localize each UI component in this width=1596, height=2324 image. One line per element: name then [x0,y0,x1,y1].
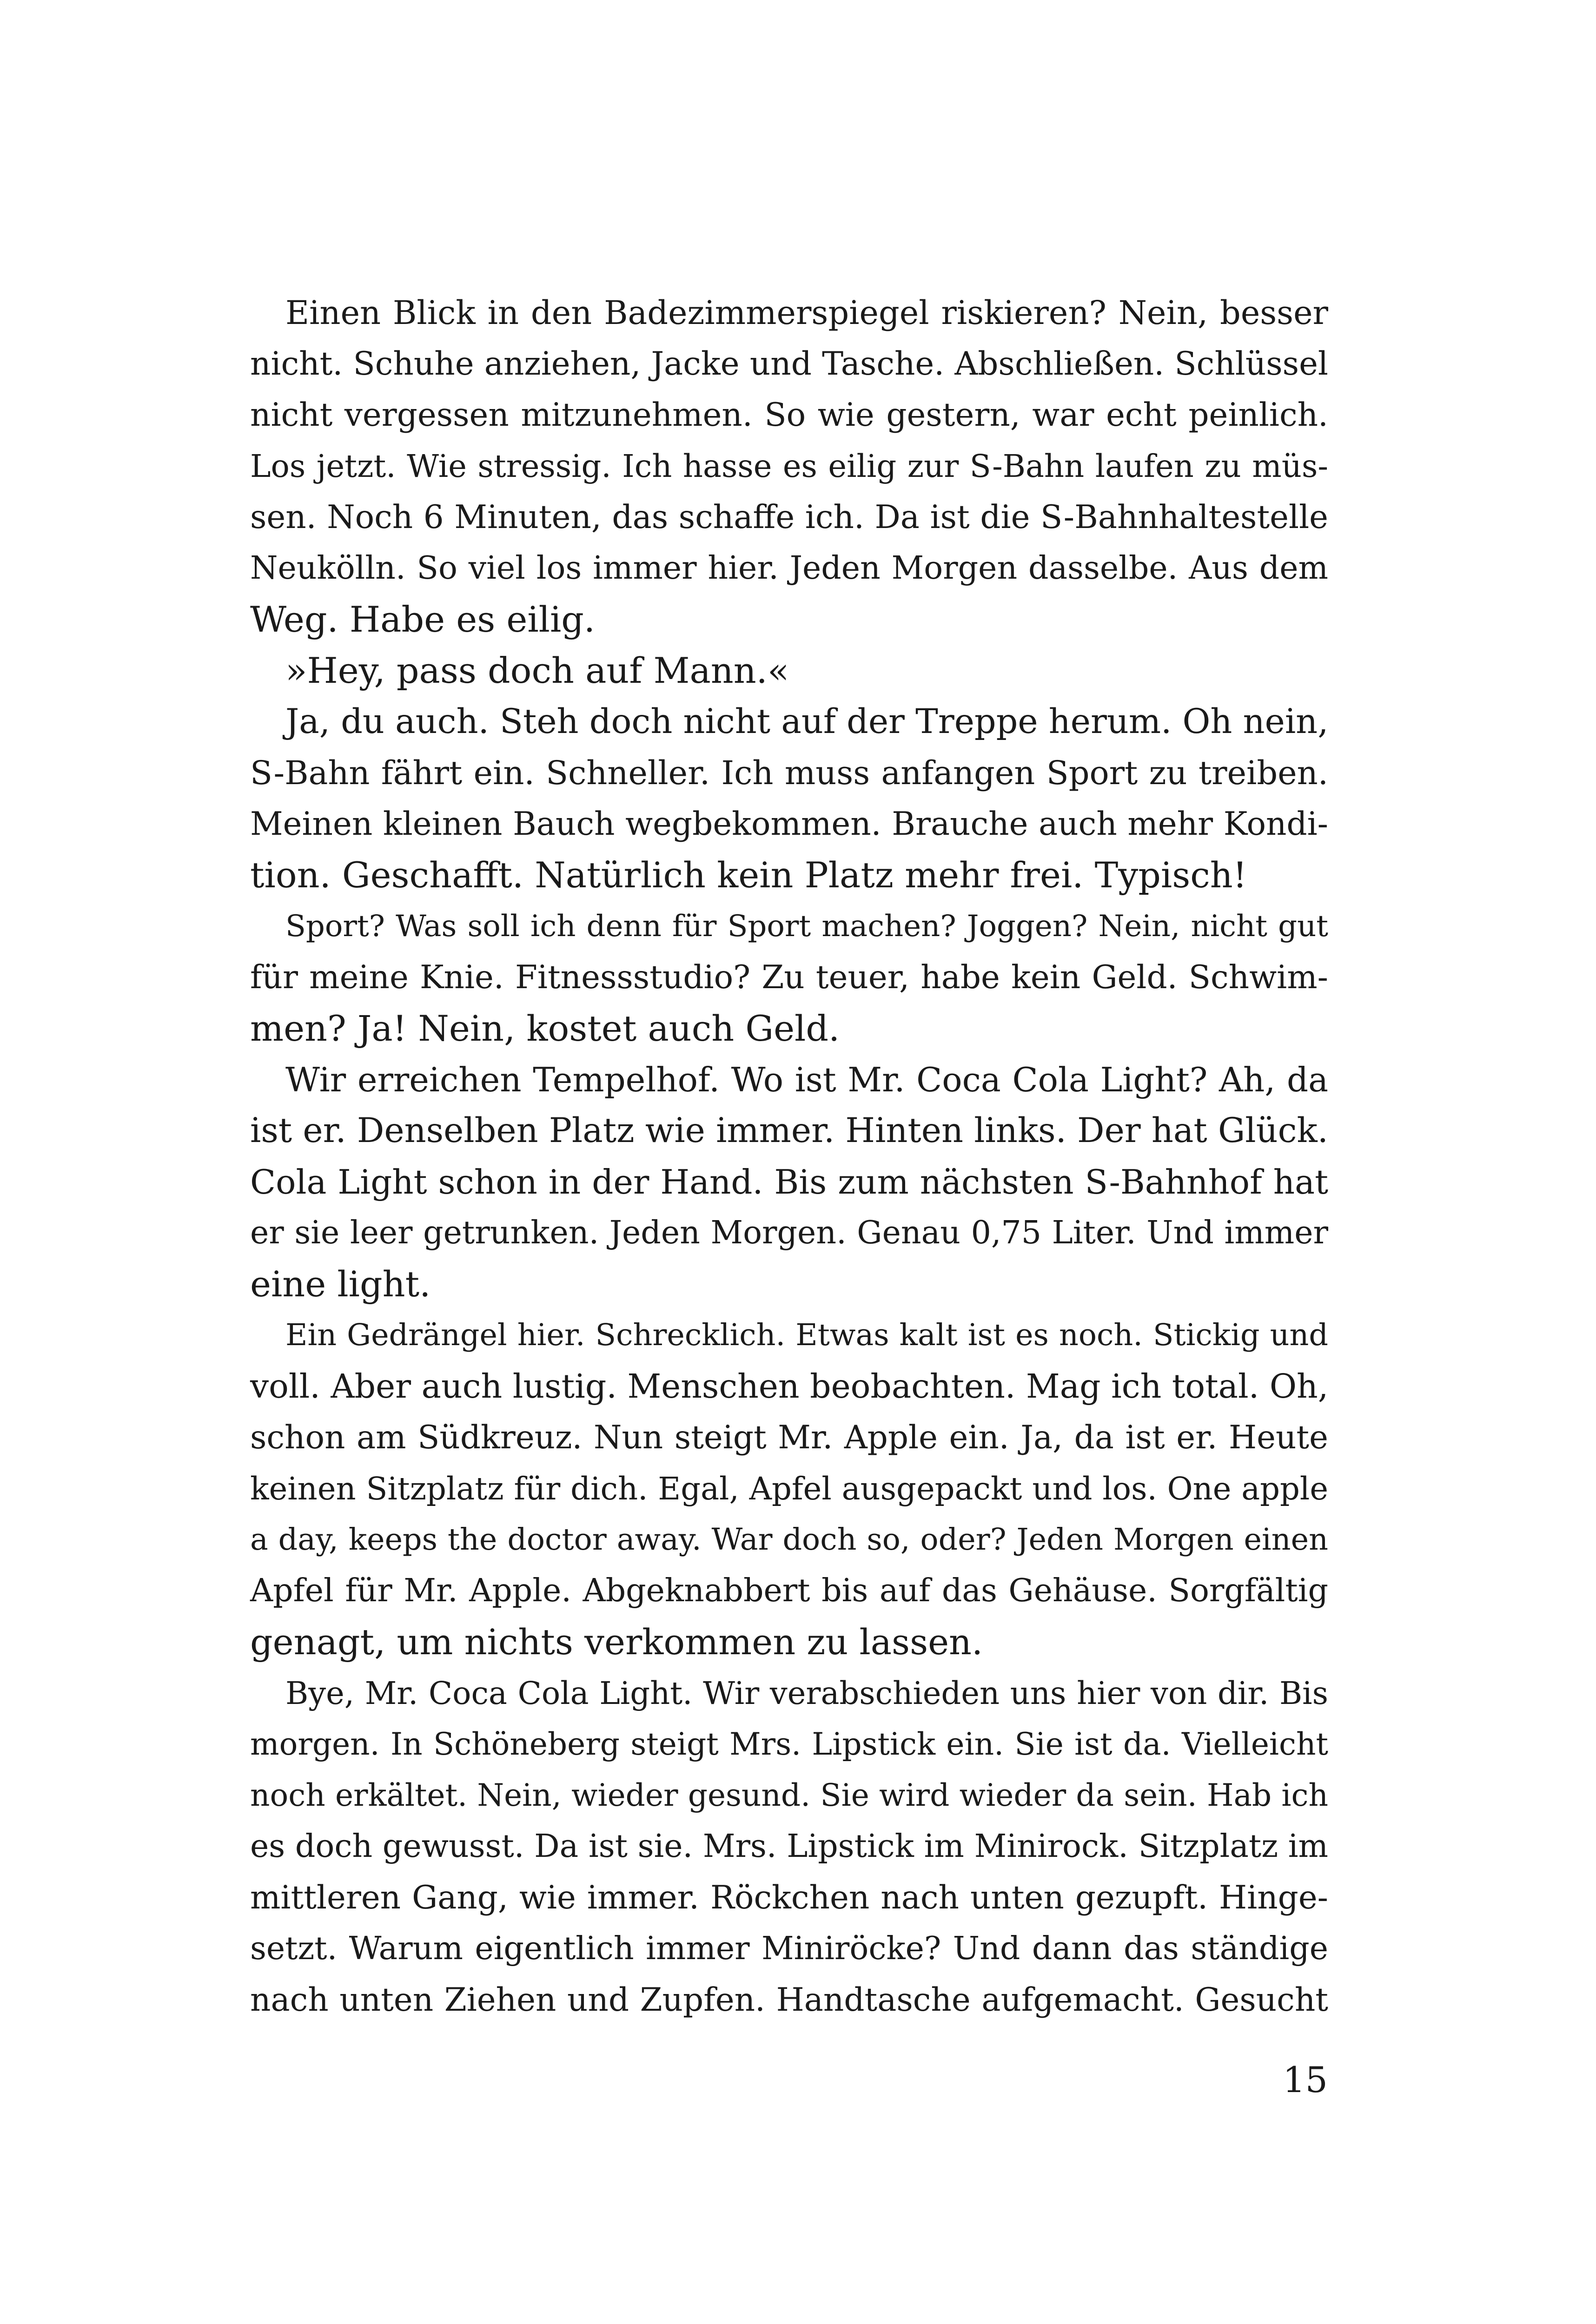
text-line: Wir erreichen Tempelhof. Wo ist Mr. Coca Cola Light? Ah, da [285,1060,1328,1099]
text-line: eine light. [250,1263,431,1305]
text-line: Einen Blick in den Badezimmerspiegel riskieren? Nein, besser [285,294,1328,332]
text-line: genagt, um nichts verkommen zu lassen. [250,1621,983,1663]
text-line: Ja, du auch. Steh doch nicht auf der Treppe herum. Oh nein, [285,702,1329,741]
text-line: noch erkältet. Nein, wieder gesund. Sie wird wieder da sein. Hab ich [250,1777,1328,1813]
text-line: Los jetzt. Wie stressig. Ich hasse es eilig zur S-Bahn laufen zu müs- [250,448,1328,484]
text-line: Neukölln. So viel los immer hier. Jeden Morgen dasselbe. Aus dem [250,550,1328,587]
text-line: a day, keeps the doctor away. War doch so, oder? Jeden Morgen einen [250,1522,1328,1557]
text-line: morgen. In Schöneberg steigt Mrs. Lipstick ein. Sie ist da. Vielleicht [250,1726,1328,1762]
text-line: setzt. Warum eigentlich immer Miniröcke? Und dann das ständige [250,1930,1328,1967]
text-line: nach unten Ziehen und Zupfen. Handtasche aufgemacht. Gesucht [250,1981,1328,2019]
text-line: er sie leer getrunken. Jeden Morgen. Genau 0,75 Liter. Und immer [250,1215,1328,1251]
text-line: »Hey, pass doch auf Mann.« [285,650,789,691]
text-line: voll. Aber auch lustig. Menschen beobachten. Mag ich total. Oh, [250,1367,1329,1406]
text-line: sen. Noch 6 Minuten, das schaffe ich. Da ist die S-Bahnhaltestelle [250,499,1328,536]
text-line: nicht. Schuhe anziehen, Jacke und Tasche. Abschließen. Schlüssel [250,345,1328,383]
text-line: Apfel für Mr. Apple. Abgeknabbert bis auf das Gehäuse. Sorgfältig [250,1572,1328,1609]
text-line: Meinen kleinen Bauch wegbekommen. Brauche auch mehr Kondi- [250,805,1328,843]
text-line: ist er. Denselben Platz wie immer. Hinten links. Der hat Glück. [250,1111,1328,1150]
text-line: S-Bahn fährt ein. Schneller. Ich muss anfangen Sport zu treiben. [250,754,1328,792]
text-line: Sport? Was soll ich denn für Sport machen? Joggen? Nein, nicht gut [285,909,1328,944]
text-line: men? Ja! Nein, kostet auch Geld. [250,1008,840,1049]
text-line: tion. Geschafft. Natürlich kein Platz mehr frei. Typisch! [250,854,1247,896]
text-line: schon am Südkreuz. Nun steigt Mr. Apple ein. Ja, da ist er. Heute [250,1419,1328,1456]
text-line: Cola Light schon in der Hand. Bis zum nächsten S-Bahnhof hat [250,1162,1328,1202]
text-line: nicht vergessen mitzunehmen. So wie gestern, war echt peinlich. [250,396,1328,434]
page-number: 15 [1283,2059,1328,2100]
text-line: es doch gewusst. Da ist sie. Mrs. Lipstick im Minirock. Sitzplatz im [250,1828,1328,1865]
text-line: keinen Sitzplatz für dich. Egal, Apfel ausgepackt und los. One apple [250,1471,1328,1507]
text-line: mittleren Gang, wie immer. Röckchen nach unten gezupft. Hinge- [250,1879,1328,1916]
text-line: Weg. Habe es eilig. [250,599,596,640]
body-text [250,287,1328,2026]
text-line: für meine Knie. Fitnessstudio? Zu teuer, habe kein Geld. Schwim- [250,959,1328,996]
text-line: Ein Gedrängel hier. Schrecklich. Etwas kalt ist es noch. Stickig und [285,1318,1328,1353]
text-line: Bye, Mr. Coca Cola Light. Wir verabschieden uns hier von dir. Bis [285,1675,1328,1711]
